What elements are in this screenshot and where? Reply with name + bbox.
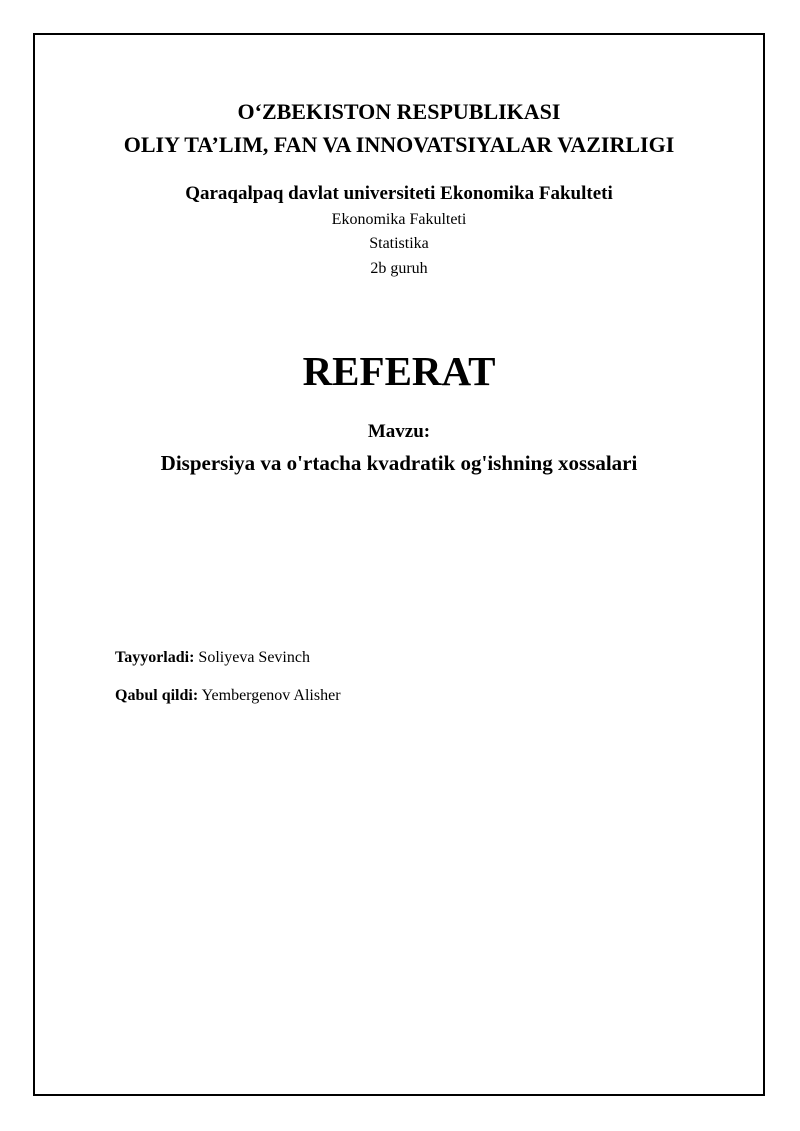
accepted-by-label: Qabul qildi: [115,687,199,704]
accepted-by-name: Yembergenov Alisher [198,687,341,704]
subject-text: Statistika [369,235,429,252]
prepared-by-line [115,648,310,668]
accepted-by-line [115,686,341,706]
ministry-heading: OLIY TA’LIM, FAN VA INNOVATSIYALAR VAZIRLIGI [123,132,675,157]
republic-heading: O‘ZBEKISTON RESPUBLIKASI [237,99,561,124]
university-heading: Qaraqalpaq davlat universiteti Ekonomika Fakulteti [185,183,613,204]
faculty-text: Ekonomika Fakulteti [331,211,467,228]
topic-title: Dispersiya va o'rtacha kvadratik og'ishning xossalari [160,451,638,475]
group-text: 2b guruh [370,260,428,277]
prepared-by-label: Tayyorladi: [115,649,195,666]
prepared-by-name: Soliyeva Sevinch [194,649,310,666]
topic-label: Mavzu: [367,421,431,442]
document-type-title: REFERAT [302,348,496,394]
